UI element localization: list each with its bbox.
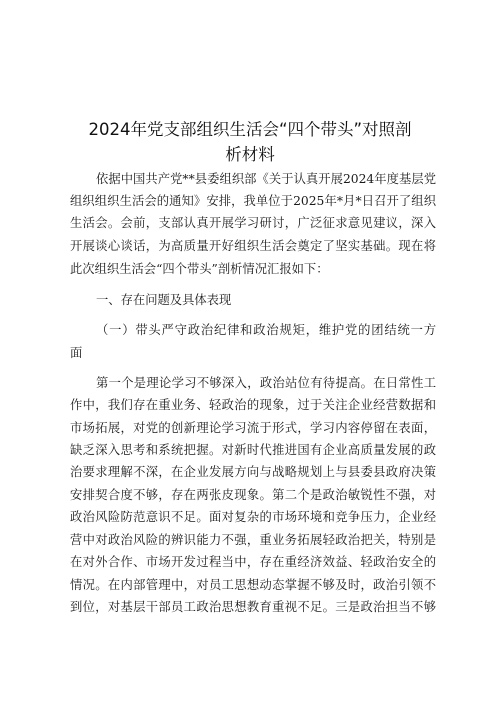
paragraph-line: 情况。在内部管理中，对员工思想动态掌握不够及时，政治引领不 [70,578,436,592]
paragraph-line: 在对外合作、市场开发过程当中，存在重经济效益、轻政治安全的 [70,555,436,569]
paragraph-line: 治要求理解不深，在企业发展方向与战略规划上与县委县政府决策 [70,465,436,479]
paragraph-line: 面 [70,346,83,360]
paragraph-line: 第一个是理论学习不够深入，政治站位有待提高。在日常性工 [96,376,436,390]
paragraph-line: 市场拓展，对党的创新理论学习流于形式，学习内容停留在表面， [70,421,436,435]
paragraph-line: 开展谈心谈话，为高质量开好组织生活会奠定了坚实基础。现在将 [70,239,436,253]
paragraph-line: 缺乏深入思考和系统把握。对新时代推进国有企业高质量发展的政 [70,443,436,457]
paragraph-line: 生活会。会前，支部认真开展学习研讨，广泛征求意见建议，深入 [70,216,436,230]
paragraph-line: 作中，我们存在重业务、轻政治的现象，过于关注企业经营数据和 [70,398,436,412]
document-title-line2: 析材料 [225,145,275,164]
document-title-line1: 2024年党支部组织生活会“四个带头”对照剖 [88,120,412,139]
paragraph-line: 营中对政治风险的辨识能力不强，重业务拓展轻政治把关，特别是 [70,533,436,547]
paragraph-line: 此次组织生活会“四个带头”剖析情况汇报如下： [70,262,329,276]
paragraph-line: 一、存在问题及具体表现 [96,293,232,307]
paragraph-line: 组织组织生活会的通知》安排，我单位于2025年*月*日召开了组织 [70,194,436,208]
paragraph-line: 到位，对基层干部员工政治思想教育重视不足。三是政治担当不够 [70,600,436,614]
paragraph-line: （一）带头严守政治纪律和政治规矩，维护党的团结统一方 [96,323,436,337]
paragraph-line: 政治风险防范意识不足。面对复杂的市场环境和竞争压力，企业经 [70,510,436,524]
paragraph-line: 依据中国共产党**县委组织部《关于认真开展2024年度基层党 [96,172,436,186]
paragraph-line: 安排契合度不够，存在两张皮现象。第二个是政治敏锐性不强，对 [70,488,436,502]
